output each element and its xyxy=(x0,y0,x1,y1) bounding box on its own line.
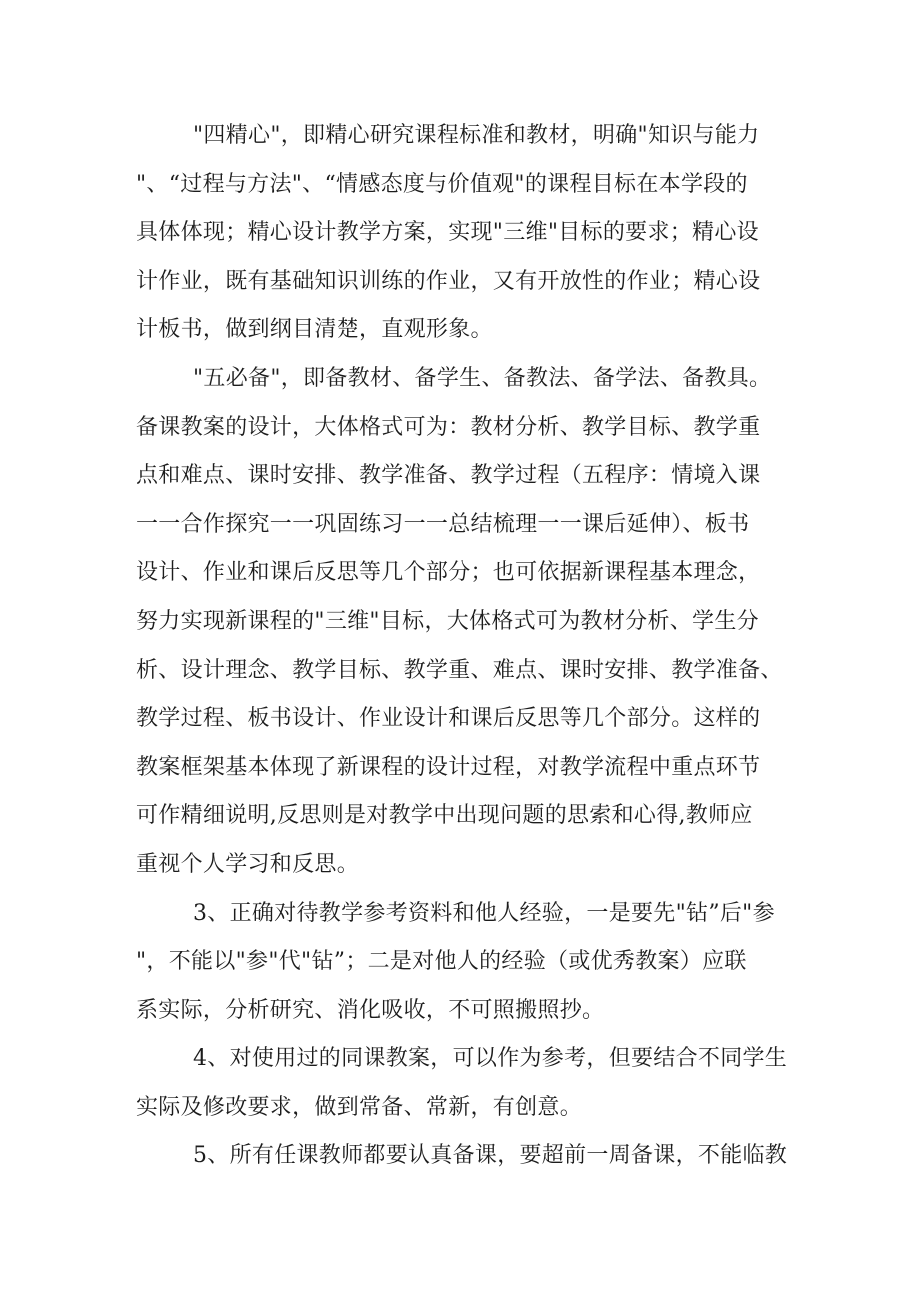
text-line: 可作精细说明,反思则是对教学中出现问题的思索和心得,教师应 xyxy=(136,803,753,829)
text-line: "，不能以"参"代"钻”；二是对他人的经验（或优秀教案）应联 xyxy=(136,949,747,975)
text-line: 5、所有任课教师都要认真备课，要超前一周备课，不能临教 xyxy=(193,1143,788,1169)
paragraph-item-5 xyxy=(136,1132,796,1181)
text-line: "四精心"，即精心研究课程标准和教材，明确"知识与能力 xyxy=(193,123,760,148)
text-line: 重视个人学习和反思。 xyxy=(136,851,360,877)
text-line: 3、正确对待教学参考资料和他人经验，一是要先"钻”后"参 xyxy=(193,900,775,926)
paragraph-item-4 xyxy=(136,1035,796,1132)
text-line: 教学过程、板书设计、作业设计和课后反思等几个部分。这样的 xyxy=(136,706,761,732)
text-line: 点和难点、课时安排、教学准备、教学过程（五程序：情境入课 xyxy=(136,463,761,489)
text-line: 备课教案的设计，大体格式可为：教材分析、教学目标、教学重 xyxy=(136,414,761,440)
paragraph-wu-bibei xyxy=(136,355,796,890)
text-line: 一一合作探究一一巩固练习一一总结梳理一一课后延伸）、板书 xyxy=(136,511,750,537)
document-body xyxy=(136,112,796,1181)
text-line: "、“过程与方法"、“情感态度与价值观"的课程目标在本学段的 xyxy=(136,171,748,197)
text-line: 教案框架基本体现了新课程的设计过程，对教学流程中重点环节 xyxy=(136,754,761,780)
text-line: 设计、作业和课后反思等几个部分；也可依据新课程基本理念， xyxy=(136,560,761,586)
text-line: 系实际，分析研究、消化吸收，不可照搬照抄。 xyxy=(136,997,605,1023)
text-line: 计板书，做到纲目清楚，直观形象。 xyxy=(136,317,493,343)
text-line: 计作业，既有基础知识训练的作业，又有开放性的作业；精心设 xyxy=(136,268,761,294)
text-line: 具体体现；精心设计教学方案，实现"三维"目标的要求；精心设 xyxy=(136,220,759,246)
text-line: 析、设计理念、教学目标、教学重、难点、课时安排、教学准备、 xyxy=(136,657,783,683)
paragraph-item-3 xyxy=(136,890,796,1036)
text-line: 4、对使用过的同课教案，可以作为参考，但要结合不同学生 xyxy=(193,1046,788,1072)
text-line: "五必备"，即备教材、备学生、备教法、备学法、备教具。 xyxy=(193,365,772,391)
paragraph-si-jingxin xyxy=(136,112,796,355)
text-line: 实际及修改要求，做到常备、常新，有创意。 xyxy=(136,1094,583,1120)
text-line: 努力实现新课程的"三维"目标，大体格式可为教材分析、学生分 xyxy=(136,608,759,634)
